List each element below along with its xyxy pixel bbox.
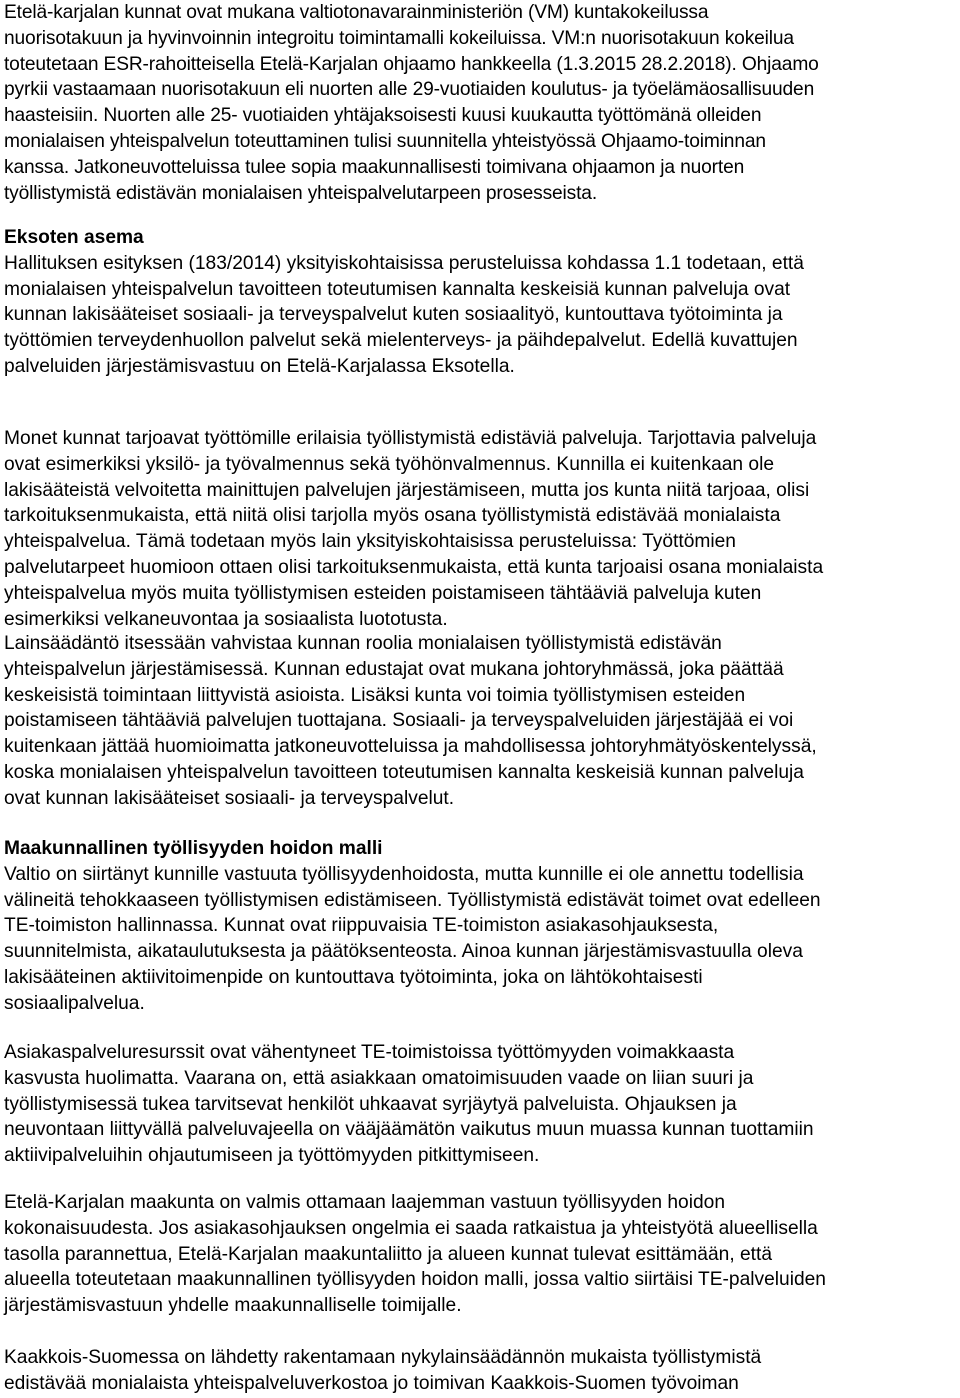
- text-line: Etelä-Karjalan maakunta on valmis ottamaan laajemman vastuun työllisyyden hoidon: [4, 1192, 725, 1213]
- text-line: esimerkiksi velkaneuvontaa ja sosiaalista luototusta.: [4, 608, 448, 630]
- text-line: poistamiseen tähtääviä palvelujen tuottajana. Sosiaali- ja terveyspalveluiden järjestäjää ei voi: [4, 710, 794, 732]
- text-line: Valtio on siirtänyt kunnille vastuuta työllisyydenhoidosta, mutta kunnille ei ole annettu todellisia: [4, 863, 804, 885]
- text-line: haasteisiin. Nuorten alle 25- vuotiaiden yhtäjaksoisesti kuusi kuukautta työttömänä olleiden: [4, 105, 762, 127]
- section-heading: Maakunnallinen työllisyyden hoidon malli: [4, 838, 383, 859]
- text-line: alueella toteutetaan maakunnallinen työllisyyden hoidon malli, jossa valtio siirtäisi TE-palveluiden: [4, 1269, 826, 1291]
- text-line: järjestämisvastuun yhdelle maakunnalliselle toimijalle.: [4, 1295, 462, 1317]
- text-line: yhteispalvelua myös muita työllistymisen esteiden poistamiseen tähtääviä palveluja kuten: [4, 582, 762, 604]
- text-line: kanssa. Jatkoneuvotteluissa tulee sopia maakunnallisesti toimivana ohjaamon ja nuorten: [4, 156, 745, 178]
- paragraph-etela-karjalan-maakunta: [4, 1190, 956, 1319]
- text-line: työllistymistä edistävän monialaisen yhteispalvelutarpeen prosesseista.: [4, 182, 597, 204]
- text-line: aktiivipalveluihin ohjautumiseen ja työttömyyden pitkittymiseen.: [4, 1145, 540, 1167]
- text-line: edistävää monialaista yhteispalveluverkostoa jo toimivan Kaakkois-Suomen työvoiman: [4, 1372, 739, 1394]
- text-line: palvelutarpeet huomioon ottaen olisi tarkoituksenmukaista, että kunta tarjoaisi osana monialaista: [4, 556, 824, 578]
- text-line: Monet kunnat tarjoavat työttömille erilaisia työllistymistä edistäviä palveluja. Tarjottavia palveluja: [4, 428, 817, 449]
- text-line: neuvontaan liittyvällä palveluvajeella on vääjäämätön vaikutus muun muassa kunnan tuottamiin: [4, 1119, 814, 1141]
- text-line: työttömien terveydenhuollon palvelut sekä mielenterveys- ja päihdepalvelut. Edellä kuvattujen: [4, 330, 798, 352]
- text-line: nuorisotakuun ja hyvinvoinnin integroitu toimintamalli kokeiluissa. VM:n nuorisotakuun kokeilua: [4, 27, 794, 49]
- text-line: työllistymisessä tukea tarvitsevat henkilöt uhkaavat syrjäytyä palveluista. Ohjauksen ja: [4, 1093, 737, 1115]
- paragraph-asiakaspalveluresurssit: [4, 1040, 956, 1169]
- text-line: pyrkii vastaamaan nuorisotakuun eli nuorten alle 29-vuotiaiden koulutus- ja työelämäosallisuuden: [4, 79, 815, 101]
- text-line: TE-toimiston hallinnassa. Kunnat ovat riippuvaisia TE-toimiston asiakasohjauksesta,: [4, 915, 719, 937]
- text-line: kokonaisuudesta. Jos asiakasohjauksen ongelmia ei saada ratkaistua ja yhteistyötä alueellisella: [4, 1217, 818, 1239]
- text-line: kasvusta huolimatta. Vaarana on, että asiakkaan omatoimisuuden vaade on liian suuri ja: [4, 1067, 754, 1089]
- text-line: Etelä-karjalan kunnat ovat mukana valtiotonavarainministeriön (VM) kuntakokeilussa: [4, 2, 709, 23]
- text-line: kuitenkaan jättää huomioimatta jatkoneuvotteluissa ja mahdollisessa johtoryhmätyöskentelyssä,: [4, 736, 817, 758]
- text-line: monialaisen yhteispalvelun toteuttaminen tulisi suunnitella yhteistyössä Ohjaamo-toiminnan: [4, 130, 766, 152]
- paragraph-vm-kuntakokeilu: [4, 0, 956, 206]
- text-line: tasolla parannettua, Etelä-Karjalan maakuntaliitto ja alueen kunnat tulevat esittämään, että: [4, 1243, 772, 1265]
- text-line: monialaisen yhteispalvelun tavoitteen toteutumisen kannalta keskeisiä kunnan palveluja ovat: [4, 278, 791, 300]
- paragraph-lainsaadanto: [4, 631, 956, 812]
- section-heading: Eksoten asema: [4, 227, 144, 248]
- text-line: yhteispalvelun järjestämisessä. Kunnan edustajat ovat mukana johtoryhmässä, joka päättää: [4, 658, 784, 680]
- text-line: koska monialaisen yhteispalvelun tavoitteen toteutumisen kannalta keskeisiä kunnan palveluja: [4, 761, 804, 783]
- text-line: suunnitelmista, aikataulutuksesta ja päätöksenteosta. Ainoa kunnan järjestämisvastuulla oleva: [4, 941, 803, 963]
- text-line: keskeisistä toimintaan liittyvistä asioista. Lisäksi kunta voi toimia työllistymisen esteiden: [4, 684, 746, 706]
- text-line: sosiaalipalvelua.: [4, 992, 145, 1014]
- section-maakunnallinen-malli: [4, 836, 956, 1017]
- text-line: lakisääteistä velvoitetta mainittujen palvelujen järjestämiseen, mutta jos kunta niitä tarjoaa, olisi: [4, 479, 810, 501]
- text-line: ovat kunnan lakisääteiset sosiaali- ja terveyspalvelut.: [4, 787, 455, 809]
- text-line: tarkoituksenmukaista, että niitä olisi tarjolla myös osana työllistymistä edistävää monialaista: [4, 505, 781, 527]
- paragraph-kaakkois-suomi: [4, 1345, 956, 1397]
- text-line: yhteispalvelua. Tämä todetaan myös lain yksityiskohtaisissa perusteluissa: Työttömien: [4, 531, 736, 553]
- text-line: palveluiden järjestämisvastuu on Etelä-Karjalassa Eksotella.: [4, 355, 515, 377]
- text-line: toteutetaan ESR-rahoitteisella Etelä-Karjalan ohjaamo hankkeella (1.3.2015 28.2.2018). Ohjaamo: [4, 53, 819, 75]
- text-line: Asiakaspalveluresurssit ovat vähentyneet TE-toimistoissa työttömyyden voimakkaasta: [4, 1042, 735, 1063]
- text-line: välineitä tehokkaaseen työllistymisen edistämiseen. Työllistymistä edistävät toimet ovat edelleen: [4, 889, 821, 911]
- text-line: Kaakkois-Suomessa on lähdetty rakentamaan nykylainsäädännön mukaista työllistymistä: [4, 1347, 762, 1368]
- text-line: lakisääteinen aktiivitoimenpide on kuntouttava työtoiminta, joka on lähtökohtaisesti: [4, 966, 703, 988]
- section-eksoten-asema: [4, 225, 956, 380]
- paragraph-monet-kunnat: [4, 426, 956, 632]
- text-line: Lainsäädäntö itsessään vahvistaa kunnan roolia monialaisen työllistymistä edistävän: [4, 633, 722, 654]
- text-line: Hallituksen esityksen (183/2014) yksityiskohtaisissa perusteluissa kohdassa 1.1 todetaan, että: [4, 252, 804, 274]
- text-line: kunnan lakisääteiset sosiaali- ja terveyspalvelut kuten sosiaalityö, kuntouttava työtoiminta ja: [4, 304, 783, 326]
- text-line: ovat esimerkiksi yksilö- ja työvalmennus sekä työhönvalmennus. Kunnilla ei kuitenkaan ole: [4, 453, 775, 475]
